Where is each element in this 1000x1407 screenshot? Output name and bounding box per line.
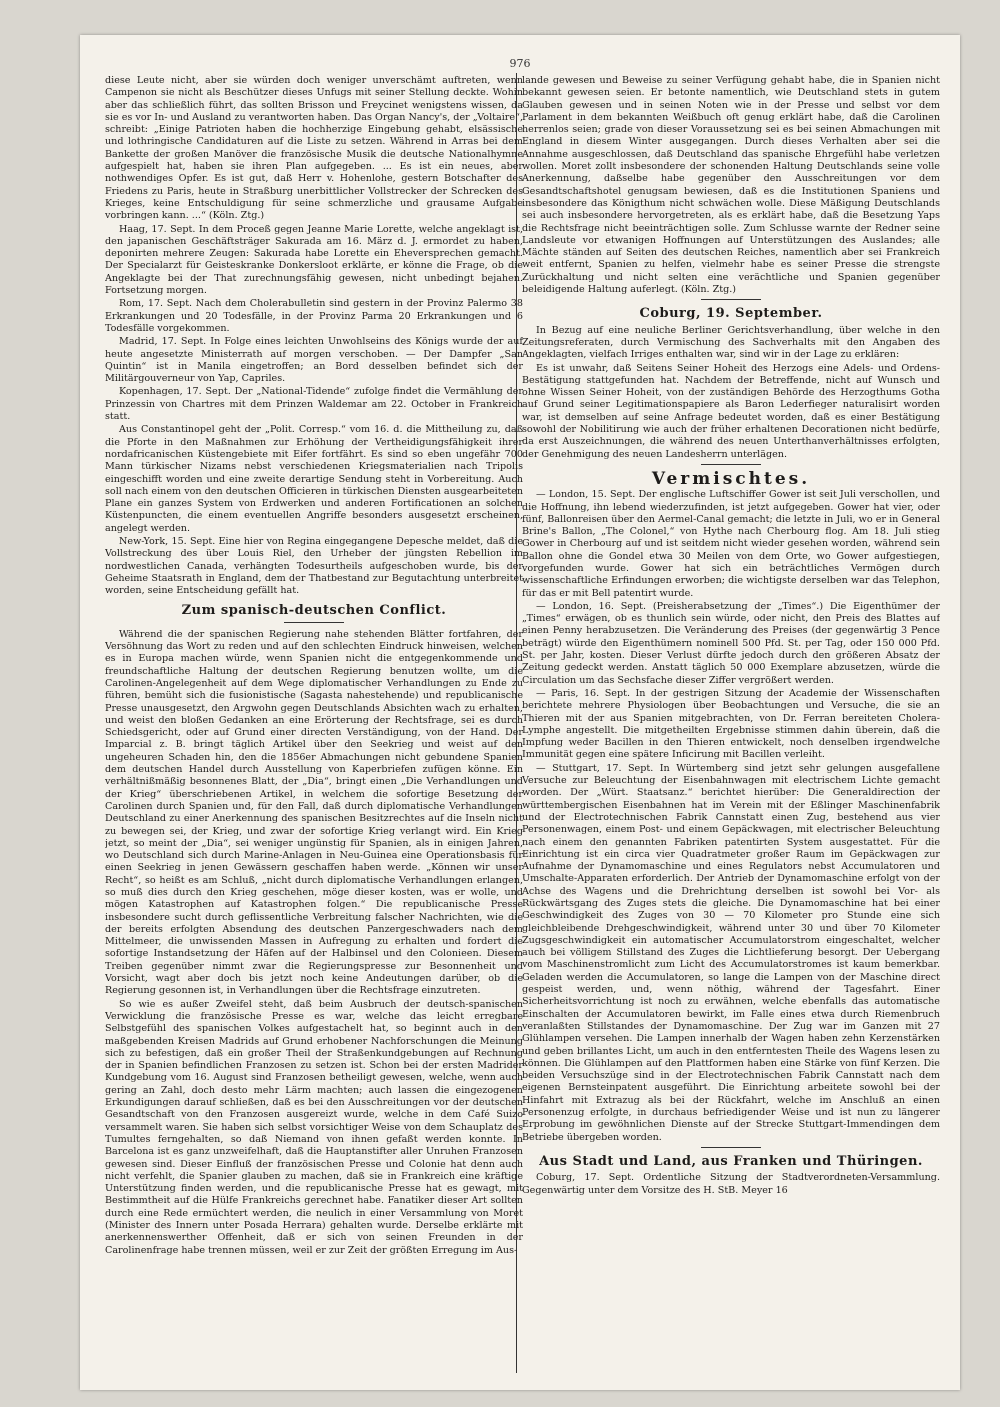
section-divider	[284, 622, 344, 623]
right-column	[522, 75, 940, 1375]
section-divider	[701, 299, 761, 300]
news-item-rom: Rom, 17. Sept. Nach dem Cholerabulletin sind gestern in der Provinz Palermo 38 Erkrankungen und 20 Todesfälle, in der Provinz Parma 20 Erkrankungen und 6 Todesfälle vorgekommen.	[105, 298, 523, 334]
article-paragraph: In Bezug auf eine neuliche Berliner Gerichtsverhandlung, über welche in den Zeitungsreferaten, durch Vermischung des Sachverhalts mit den Angaben des Angeklagten, vielfach Irriges enthalten war, sind wir in der Lage zu erklären:	[522, 324, 940, 361]
article-paragraph: So wie es außer Zweifel steht, daß beim Ausbruch der deutsch-spanischen Verwicklung die französische Presse es war, welche das leicht erregbare Selbstgefühl des spanischen Volkes aufgestachelt hat, so beginnt auch in den maßgebenden Kreisen Madrids auf Grund erhobener Nachforschungen die Meinung sich zu befestigen, daß ein großer Theil der Straßenkundgebungen auf Rechnung der in Spanien befindlichen Franzosen zu setzen ist. Schon bei der ersten Madrider Kundgebung vom 16. August sind Franzosen betheiligt gewesen, welche, wenn auch gering an Zahl, doch desto mehr Lärm machten; auch lassen die eingezogenen Erkundigungen darauf schließen, daß es bei den Ausschreitungen vor der deutschen Gesandtschaft von den Franzosen ausgereizt wurde, welche in dem Café Suizo versammelt waren. Sie haben sich selbst vorsichtiger Weise von dem Schauplatz des Tumultes ferngehalten, so daß Niemand von ihnen gefaßt werden konnte. In Barcelona ist es ganz unzweifelhaft, daß die Hauptanstifter aller Unruhen Franzosen gewesen sind. Dieser Einfluß der französischen Presse und Colonie hat denn auch nicht verfehlt, die Spanier glauben zu machen, daß sie in Frankreich eine kräftige Unterstützung finden werden, und die republicanische Presse hat es gewagt, mit Bestimmtheit auf die Hülfe Frankreichs gerechnet habe. Fanatiker dieser Art sollten durch eine Rede ermüchtert werden, die neulich in einer Versammlung von Moret (Minister des Innern unter Posada Herrara) gehalten wurde. Derselbe erklärte mit anerkennenswerther Offenheit, daß er sich von seinen Freunden in der Carolinenfrage habe trennen müssen, weil er zur Zeit der größten Erregung im Aus-	[105, 998, 523, 1256]
section-divider	[701, 1147, 761, 1148]
section-divider	[701, 464, 761, 465]
section-heading-coburg: Coburg, 19. September.	[639, 306, 823, 322]
article-paragraph: Es ist unwahr, daß Seitens Seiner Hoheit des Herzogs eine Adels- und Ordens-Bestätigung stattgefunden hat. Nachdem der Betreffende, nicht auf Wunsch und ohne Wissen Seiner Hoheit, von der zuständigen Behörde des Herzogthums Gotha auf Grund seiner Legitimationspapiere als Baron Lederfieger naturalisirt worden war, ist demselben auf seine Anfrage bedeutet worden, daß es einer Bestätigung sowohl der Nobilitirung wie auch der früher erhaltenen Decorationen nicht bedürfe, da erst Auszeichnungen, die während des neuen Unterthanverhältnisses erfolgten, der Genehmigung des neuen Landesherrn unterlägen.	[522, 362, 940, 460]
news-item-coburg: Coburg, 17. Sept. Ordentliche Sitzung der Stadtverordneten-Versammlung. Gegenwärtig unter dem Vorsitze des H. StB. Meyer 16	[522, 1172, 940, 1196]
news-item-haag: Haag, 17. Sept. In dem Proceß gegen Jeanne Marie Lorette, welche angeklagt ist, den japanischen Geschäftsträger Sakurada am 16. März d. J. ermordet zu haben, deponirten mehrere Zeugen: Sakurada habe Lorette ein Eheversprechen gemacht. Der Specialarzt für Geisteskranke Donkersloot erklärte, er könne die Frage, ob die Angeklagte bei der That zurechnungsfähig gewesen, nicht unbedingt bejahen. Fortsetzung morgen.	[105, 223, 523, 297]
news-item-stuttgart: — Stuttgart, 17. Sept. In Würtemberg sind jetzt sehr gelungen ausgefallene Versuche zur Beleuchtung der Eisenbahnwagen mit electrischem Lichte gemacht worden. Der „Würt. Staatsanz.“ berichtet hierüber: Die Generaldirection der württembergischen Eisenbahnen hat im Verein mit der Eßlinger Maschinenfabrik und der Electrotechnischen Fabrik Cannstatt einen Zug, bestehend aus vier Personenwagen, einem Post- und einem Gepäckwagen, mit electrischer Beleuchtung nach einem den genannten Fabriken patentirten System ausgestattet. Für die Einrichtung ist ein circa vier Quadratmeter großer Raum im Gepäckwagen zur Aufnahme der Dynamomaschine und eines Regulators nebst Accumulatoren und Umschalte-Apparaten erforderlich. Der Antrieb der Dynamomaschine erfolgt von der Achse des Wagens und die Drehrichtung derselben ist sowohl bei Vor- als Rückwärtsgang des Zuges stets die gleiche. Die Dynamomaschine hat bei einer Geschwindigkeit des Zuges von 30 — 70 Kilometer pro Stunde eine sich gleichbleibende Drehgeschwindigkeit, während unter 30 und über 70 Kilometer Zugsgeschwindigkeit ein automatischer Accumulatorstrom eingeschaltet, welcher auch bei völligem Stillstand des Zuges die Lichtlieferung besorgt. Der Uebergang vom Maschinenstromlicht zum Licht des Accumulatorstromes ist kaum bemerkbar. Geladen werden die Accumulatoren, so lange die Lampen von der Maschine direct gespeist werden, und, wenn nöthig, während der Tagesfahrt. Einer Sicherheitsvorrichtung ist noch zu erwähnen, welche ebenfalls das automatische Einschalten der Accumulatoren bewirkt, im Falle eines etwa durch Riemenbruch veranlaßten Stillstandes der Dynamomaschine. Der Zug war im Ganzen mit 27 Glühlampen versehen. Die Lampen innerhalb der Wagen haben zehn Kerzenstärken und geben brillantes Licht, um auch in den entferntesten Theile des Wagens lesen zu können. Die Glühlampen auf den Plattformen haben eine Stärke von fünf Kerzen. Die beiden Versuchszüge sind in der Electrotechnischen Fabrik Cannstatt nach dem eigenen Bernsteinpatent ausgeführt. Die Einrichtung arbeitete sowohl bei der Hinfahrt mit Extrazug als bei der Rückfahrt, welche im Anschluß an einen Personenzug erfolgte, in durchaus befriedigender Weise und ist nun zu längerer Erprobung im gewöhnlichen Dienste auf der Strecke Stuttgart-Immendingen dem Betriebe übergeben worden.	[522, 762, 940, 1143]
news-item-madrid: Madrid, 17. Sept. In Folge eines leichten Unwohlseins des Königs wurde der auf heute angesetzte Ministerrath auf morgen verschoben. — Der Dampfer „San Quintin“ ist in Manila eingetroffen; an Bord desselben befindet sich der Militärgouverneur von Yap, Capriles.	[105, 336, 523, 385]
article-paragraph: diese Leute nicht, aber sie würden doch weniger unverschämt auftreten, wenn Campenon sie nicht als Beschützer dieses Unfugs mit seiner Stellung deckte. Wohin aber das schließlich führt, das sollten Brisson und Freycinet wenigstens wissen, da sie es vor In- und Ausland zu verantworten haben. Das Organ Nancy's, der „Voltaire“, schreibt: „Einige Patrioten haben die hochherzige Eingebung gehabt, elsässische und lothringische Candidaturen auf die Liste zu setzen. Während in Arras bei dem Bankette der großen Manöver die französische Musik die deutsche Nationalhymne aufgespielt hat, haben sie ihren Plan aufgegeben. ... Es ist ein neues, aber nothwendiges Opfer. Es ist gut, daß Herr v. Hohenlohe, gestern Botschafter des Friedens zu Paris, heute in Straßburg unerbittlicher Vollstrecker der Schrecken des Krieges, keine Entschuldigung für seine schmerzliche und grausame Aufgabe vorbringen kann. ...“ (Köln. Ztg.)	[105, 75, 523, 222]
page-number: 976	[509, 57, 531, 70]
newspaper-page	[80, 35, 960, 1390]
news-item-london-gower: — London, 15. Sept. Der englische Luftschiffer Gower ist seit Juli verschollen, und die Hoffnung, ihn lebend wiederzufinden, ist jetzt aufgegeben. Gower hat vier, oder fünf, Ballonreisen über den Aermel-Canal gemacht; die letzte in Juli, wo er in General Brine's Ballon, „The Colonel,“ von Hythe nach Cherbourg flog. Am 18. Juli stieg Gower in Cherbourg auf und ist seitdem nicht wieder gesehen worden, während sein Ballon ohne die Gondel etwa 30 Meilen von dem Orte, wo Gower aufgestiegen, vorgefunden wurde. Gower hat sich ein beträchtliches Vermögen durch wissenschaftliche Erfindungen erworben; die wichtigste derselben war das Telephon, für das er mit Bell patentirt wurde.	[522, 489, 940, 599]
article-paragraph: lande gewesen und Beweise zu seiner Verfügung gehabt habe, die in Spanien nicht bekannt gewesen seien. Er betonte namentlich, wie Deutschland stets in gutem Glauben gewesen und in seinen Noten wie in der Presse und selbst vor dem Parlament in dem bekannten Weißbuch oft genug erklärt habe, daß die Carolinen herrenlos seien; grade von dieser Voraussetzung sei es bei seinen Abmachungen mit England in diesem Winter ausgegangen. Durch dieses Verhalten aber sei die Annahme ausgeschlossen, daß Deutschland das spanische Ehrgefühl habe verletzen wollen. Moret zollt insbesondere der schonenden Haltung Deutschlands seine volle Anerkennung, daßselbe habe gegenüber den Ausschreitungen vor dem Gesandtschaftshotel genugsam bewiesen, daß es die Institutionen Spaniens und insbesondere das Königthum nicht schwächen wolle. Diese Mäßigung Deutschlands sei auch insbesondere hervorgetreten, als es erklärt habe, daß die Besetzung Yaps die Rechtsfrage nicht beeinträchtigen solle. Zum Schlusse warnte der Redner seine Landsleute vor etwanigen Hoffnungen auf Unterstützungen des Auslandes; alle Mächte ständen auf Seiten des deutschen Reiches, namentlich aber sei Frankreich weit entfernt, Spanien zu helfen, vielmehr habe es seiner Presse die strengste Zurückhaltung und nicht selten eine verächtliche und Spanien gegenüber beleidigende Haltung auferlegt. (Köln. Ztg.)	[522, 75, 940, 296]
section-heading-vermischtes: Vermischtes.	[651, 468, 811, 489]
section-heading-conflict: Zum spanisch-deutschen Conflict.	[181, 603, 447, 619]
left-column	[105, 75, 523, 1375]
article-paragraph: Während die der spanischen Regierung nahe stehenden Blätter fortfahren, der Versöhnung das Wort zu reden und auf den schlechten Eindruck hinweisen, welchen es in Europa machen würde, wenn Spanien nicht die entgegenkommende und freundschaftliche Haltung der deutschen Regierung benutzen wollte, um die Carolinen-Angelegenheit auf dem Wege diplomatischer Verhandlungen zu Ende zu führen, bemüht sich die fusionistische (Sagasta nahestehende) und republicanische Presse unausgesetzt, den Argwohn gegen Deutschlands Absichten wach zu erhalten, und weist den bloßen Gedanken an eine Erörterung der Rechtsfrage, sei es durch Schiedsgericht, oder auf Grund einer directen Verständigung, von der Hand. Der Imparcial z. B. bringt täglich Artikel über den Seekrieg und weist auf den ungeheuren Schaden hin, den die 1856er Abmachungen nicht gebundene Spanien dem deutschen Handel durch Ausstellung von Kaperbriefen zufügen könne. Ein verhältnißmäßig besonnenes Blatt, der „Dia“, bringt einen „Die Verhandlungen und der Krieg“ überschriebenen Artikel, in welchem die sofortige Besetzung der Carolinen durch Spanien und, für den Fall, daß durch diplomatische Verhandlungen Deutschland zu einer Anerkennung des spanischen Besitzrechtes auf die Inseln nicht zu bewegen sei, der Krieg, und zwar der sofortige Krieg verlangt wird. Ein Krieg jetzt, so meint der „Dia“, sei weniger ungünstig für Spanien, als in einigen Jahren, wo Deutschland sich durch Marine-Anlagen in Neu-Guinea eine Operationsbasis für einen Seekrieg in jenen Gewässern geschaffen haben werde. „Können wir unser Recht“, so heißt es am Schluß, „nicht durch diplomatische Verhandlungen erlangen, so muß dies durch den Krieg geschehen, möge dieser kosten, was er wolle, und mögen Katastrophen auf Katastrophen folgen.“ Die republicanische Presse insbesondere sucht durch geflissentliche Verbreitung falscher Nachrichten, wie die der bereits erfolgten Absendung des deutschen Panzergeschwaders nach dem Mittelmeer, die unwissenden Massen in Aufregung zu erhalten und fordert die sofortige Instandsetzung der Häfen auf der Halbinsel und den Colonieen. Diesem Treiben gegenüber nimmt zwar die Regierungspresse zur Besonnenheit und Vorsicht, wagt aber doch bis jetzt noch keine Andeutungen darüber, ob die Regierung gesonnen ist, in Verhandlungen über die Rechtsfrage einzutreten.	[105, 628, 523, 997]
news-item-paris: — Paris, 16. Sept. In der gestrigen Sitzung der Academie der Wissenschaften berichtete mehrere Physiologen über Beobachtungen und Versuche, die sie an Thieren mit der aus Spanien mitgebrachten, von Dr. Ferran bereiteten Cholera-Lymphe angestellt. Die mitgetheilten Ergebnisse stimmen dahin überein, daß die Impfung weder Bacillen in den Thieren entwickelt, noch denselben irgendwelche Immunität gegen eine spätere Inficirung mit Bacillen verleiht.	[522, 687, 940, 761]
news-item-london-times: — London, 16. Sept. (Preisherabsetzung der „Times“.) Die Eigenthümer der „Times“ erwägen, ob es thunlich sein würde, oder nicht, den Preis des Blattes auf einen Penny herabzusetzen. Die Veränderung des Preises (der gegenwärtig 3 Pence beträgt) würde den Eigenthümern nominell 500 Pfd. St. per Tag, oder 150 000 Pfd. St. per Jahr, kosten. Dieser Verlust dürfte jedoch durch den größeren Absatz der Zeitung gedeckt werden. Anstatt täglich 50 000 Exemplare abzusetzen, würde die Circulation um das Sechsfache dieser Ziffer vergrößert werden.	[522, 600, 940, 686]
section-heading-stadt-land: Aus Stadt und Land, aus Franken und Thüringen.	[539, 1153, 923, 1169]
news-item-constantinopel: Aus Constantinopel geht der „Polit. Corresp.“ vom 16. d. die Mittheilung zu, daß die Pforte in den Maßnahmen zur Erhöhung der Vertheidigungsfähigkeit ihrer nordafricanischen Küstengebiete mit Eifer fortfährt. Es sind so eben ungefähr 700 Mann türkischer Nizams nebst verschiedenen Kriegsmaterialien nach Tripolis eingeschifft worden und eine zweite derartige Sendung steht in Vorbereitung. Auch soll nach einem von den deutschen Officieren in türkischen Diensten ausgearbeiteten Plane ein ganzes System von Erdwerken und anderen Fortificationen an solchen Küstenpuncten, die einem eventuellen Angriffe besonders ausgesetzt erscheinen, angelegt werden.	[105, 424, 523, 534]
news-item-new-york: New-York, 15. Sept. Eine hier von Regina eingegangene Depesche meldet, daß die Vollstreckung des über Louis Riel, den Urheber der jüngsten Rebellion im nordwestlichen Canada, verhängten Todesurtheils aufgeschoben wurde, bis der Geheime Staatsrath in England, dem der Thatbestand zur Begutachtung unterbreitet worden, seine Entscheidung gefällt hat.	[105, 535, 523, 597]
news-item-kopenhagen: Kopenhagen, 17. Sept. Der „National-Tidende“ zufolge findet die Vermählung der Prinzessin von Chartres mit dem Prinzen Waldemar am 22. October in Frankreich statt.	[105, 386, 523, 423]
